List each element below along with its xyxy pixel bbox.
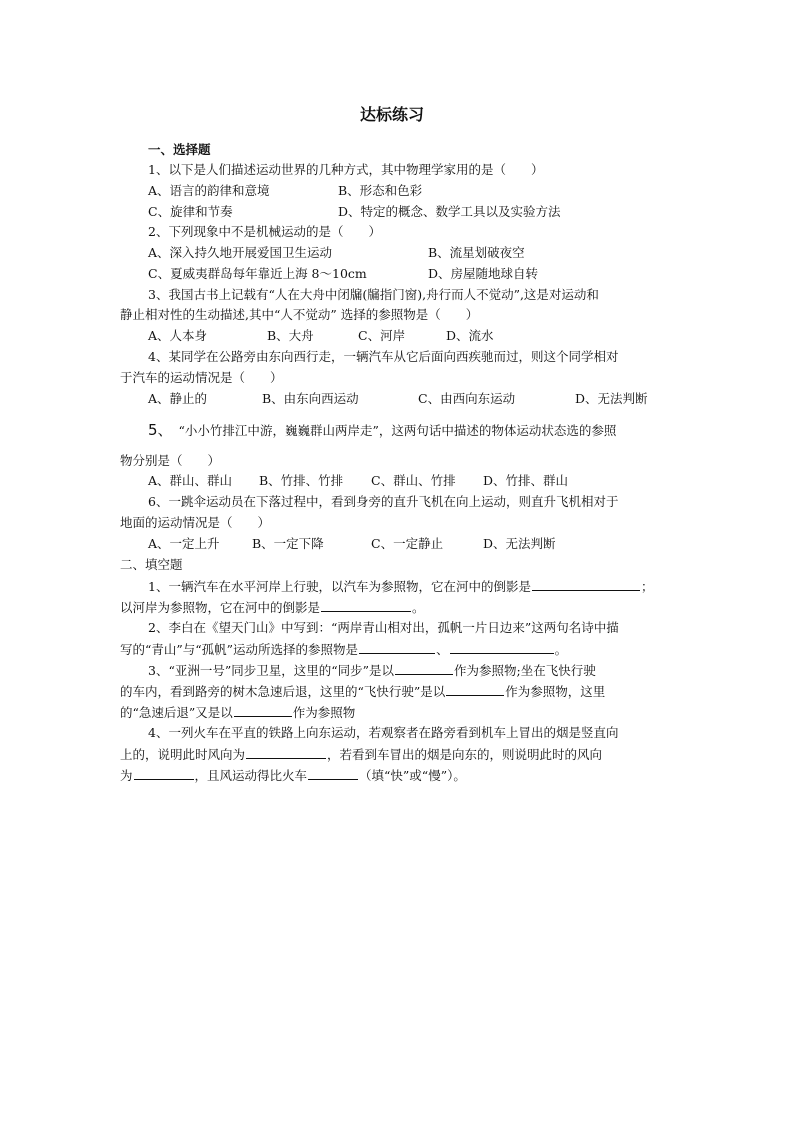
f4-line1: 4、一列火车在平直的铁路上向东运动，若观察者在路旁看到机车上冒出的烟是竖直向 bbox=[148, 725, 619, 740]
q3-option-b: B、大舟 bbox=[267, 328, 314, 343]
f3-text-b: 作为参照物;坐在飞快行驶 bbox=[454, 663, 596, 678]
q1-option-c: C、旋律和节奏 bbox=[148, 204, 233, 219]
q3-option-d: D、流水 bbox=[446, 328, 494, 343]
page-title: 达标练习 bbox=[360, 105, 425, 124]
q6-option-d: D、无法判断 bbox=[483, 536, 556, 551]
q6-option-b: B、一定下降 bbox=[252, 536, 324, 551]
section-fill-heading: 二、填空题 bbox=[120, 557, 183, 572]
f1-line2 bbox=[120, 599, 425, 616]
f3-text-f: 作为参照物 bbox=[292, 705, 356, 720]
f1-line1 bbox=[148, 578, 653, 595]
q2-stem: 2、下列现象中不是机械运动的是（ ） bbox=[148, 224, 381, 239]
f4-text-b: ，若看到车冒出的烟是向东的，则说明此时的风向 bbox=[327, 747, 603, 762]
f2-line1: 2、李白在《望天门山》中写到：“两岸青山相对出，孤帆一片日边来”这两句名诗中描 bbox=[148, 620, 619, 635]
q5-option-b: B、竹排、竹排 bbox=[259, 473, 344, 488]
f1-text-b: ； bbox=[640, 579, 654, 594]
q4-line1: 4、某同学在公路旁由东向西行走，一辆汽车从它后面向西疾驰而过，则这个同学相对 bbox=[148, 349, 619, 364]
q3-option-c: C、河岸 bbox=[358, 328, 406, 343]
q6-line2: 地面的运动情况是（ ） bbox=[120, 515, 271, 530]
f3-blank-2[interactable] bbox=[446, 683, 504, 696]
f3-blank-1[interactable] bbox=[395, 662, 453, 675]
q2-option-c: C、夏威夷群岛每年靠近上海 8～10cm bbox=[148, 266, 367, 281]
q3-option-a: A、人本身 bbox=[148, 328, 208, 343]
f4-text-a: 上的，说明此时风向为 bbox=[120, 747, 246, 762]
f4-blank-3[interactable] bbox=[308, 767, 358, 780]
q5-option-d: D、竹排、群山 bbox=[483, 473, 569, 488]
q1-option-d: D、特定的概念、数学工具以及实验方法 bbox=[338, 204, 561, 219]
f1-blank-1[interactable] bbox=[532, 578, 640, 591]
f2-text-a: 写的“青山”与“孤帆”运动所选择的参照物是 bbox=[120, 642, 359, 657]
q5-line1 bbox=[148, 422, 616, 439]
q4-option-b: B、由东向西运动 bbox=[262, 391, 359, 406]
section-choice-heading: 一、选择题 bbox=[148, 142, 211, 157]
q2-option-d: D、房屋随地球自转 bbox=[428, 266, 539, 281]
f4-text-e: （填“快”或“慢”）。 bbox=[359, 768, 466, 783]
f4-text-c: 为 bbox=[120, 768, 133, 783]
f3-text-d: 作为参照物，这里 bbox=[505, 684, 606, 699]
f3-blank-3[interactable] bbox=[234, 704, 292, 717]
q5-stem: “小小竹排江中游，巍巍群山两岸走”，这两句话中描述的物体运动状态选的参照 bbox=[178, 423, 617, 438]
f1-text-a: 1、一辆汽车在水平河岸上行驶，以汽车为参照物，它在河中的倒影是 bbox=[148, 579, 531, 594]
q2-option-b: B、流星划破夜空 bbox=[428, 245, 525, 260]
f3-text-c: 的车内，看到路旁的树木急速后退，这里的“飞快行驶”是以 bbox=[120, 684, 446, 699]
q4-option-a: A、静止的 bbox=[148, 391, 208, 406]
f4-blank-2[interactable] bbox=[134, 767, 194, 780]
q3-line1: 3、我国古书上记载有“人在大舟中闭牖(牖指门窗),舟行而人不觉动”,这是对运动和 bbox=[148, 287, 599, 302]
f2-line2 bbox=[120, 641, 567, 658]
f1-text-c: 以河岸为参照物，它在河中的倒影是 bbox=[120, 600, 321, 615]
q4-option-d: D、无法判断 bbox=[575, 391, 648, 406]
f3-line2 bbox=[120, 683, 605, 700]
q5-number: 5、 bbox=[148, 421, 173, 439]
f3-line3 bbox=[120, 704, 355, 721]
q5-option-c: C、群山、竹排 bbox=[371, 473, 456, 488]
q1-option-b: B、形态和色彩 bbox=[338, 183, 423, 198]
f1-blank-2[interactable] bbox=[321, 599, 411, 612]
f4-blank-1[interactable] bbox=[246, 746, 326, 759]
f4-text-d: ，且风运动得比火车 bbox=[194, 768, 308, 783]
f2-text-c: 。 bbox=[554, 642, 568, 657]
f2-blank-1[interactable] bbox=[359, 641, 435, 654]
f3-line1 bbox=[148, 662, 596, 679]
f1-text-d: 。 bbox=[412, 600, 425, 615]
q6-option-a: A、一定上升 bbox=[148, 536, 220, 551]
q6-option-c: C、一定静止 bbox=[371, 536, 444, 551]
q1-stem: 1、以下是人们描述运动世界的几种方式，其中物理学家用的是（ ） bbox=[148, 162, 544, 177]
q1-option-a: A、语言的韵律和意境 bbox=[148, 183, 270, 198]
q4-line2: 于汽车的运动情况是（ ） bbox=[120, 370, 283, 385]
q5-line2: 物分别是（ ） bbox=[120, 453, 221, 468]
f3-text-e: 的“急速后退”又是以 bbox=[120, 705, 233, 720]
q4-option-c: C、由西向东运动 bbox=[418, 391, 516, 406]
f2-blank-2[interactable] bbox=[450, 641, 554, 654]
q3-line2: 静止相对性的生动描述,其中“人不觉动” 选择的参照物是（ ） bbox=[120, 307, 479, 322]
f4-line3 bbox=[120, 767, 466, 784]
q6-line1: 6、一跳伞运动员在下落过程中，看到身旁的直升飞机在向上运动，则直升飞机相对于 bbox=[148, 494, 619, 509]
f3-text-a: 3、“亚洲一号”同步卫星，这里的“同步”是以 bbox=[148, 663, 395, 678]
f4-line2 bbox=[120, 746, 602, 763]
q5-option-a: A、群山、群山 bbox=[148, 473, 233, 488]
q2-option-a: A、深入持久地开展爱国卫生运动 bbox=[148, 245, 333, 260]
f2-text-b: 、 bbox=[436, 642, 449, 657]
